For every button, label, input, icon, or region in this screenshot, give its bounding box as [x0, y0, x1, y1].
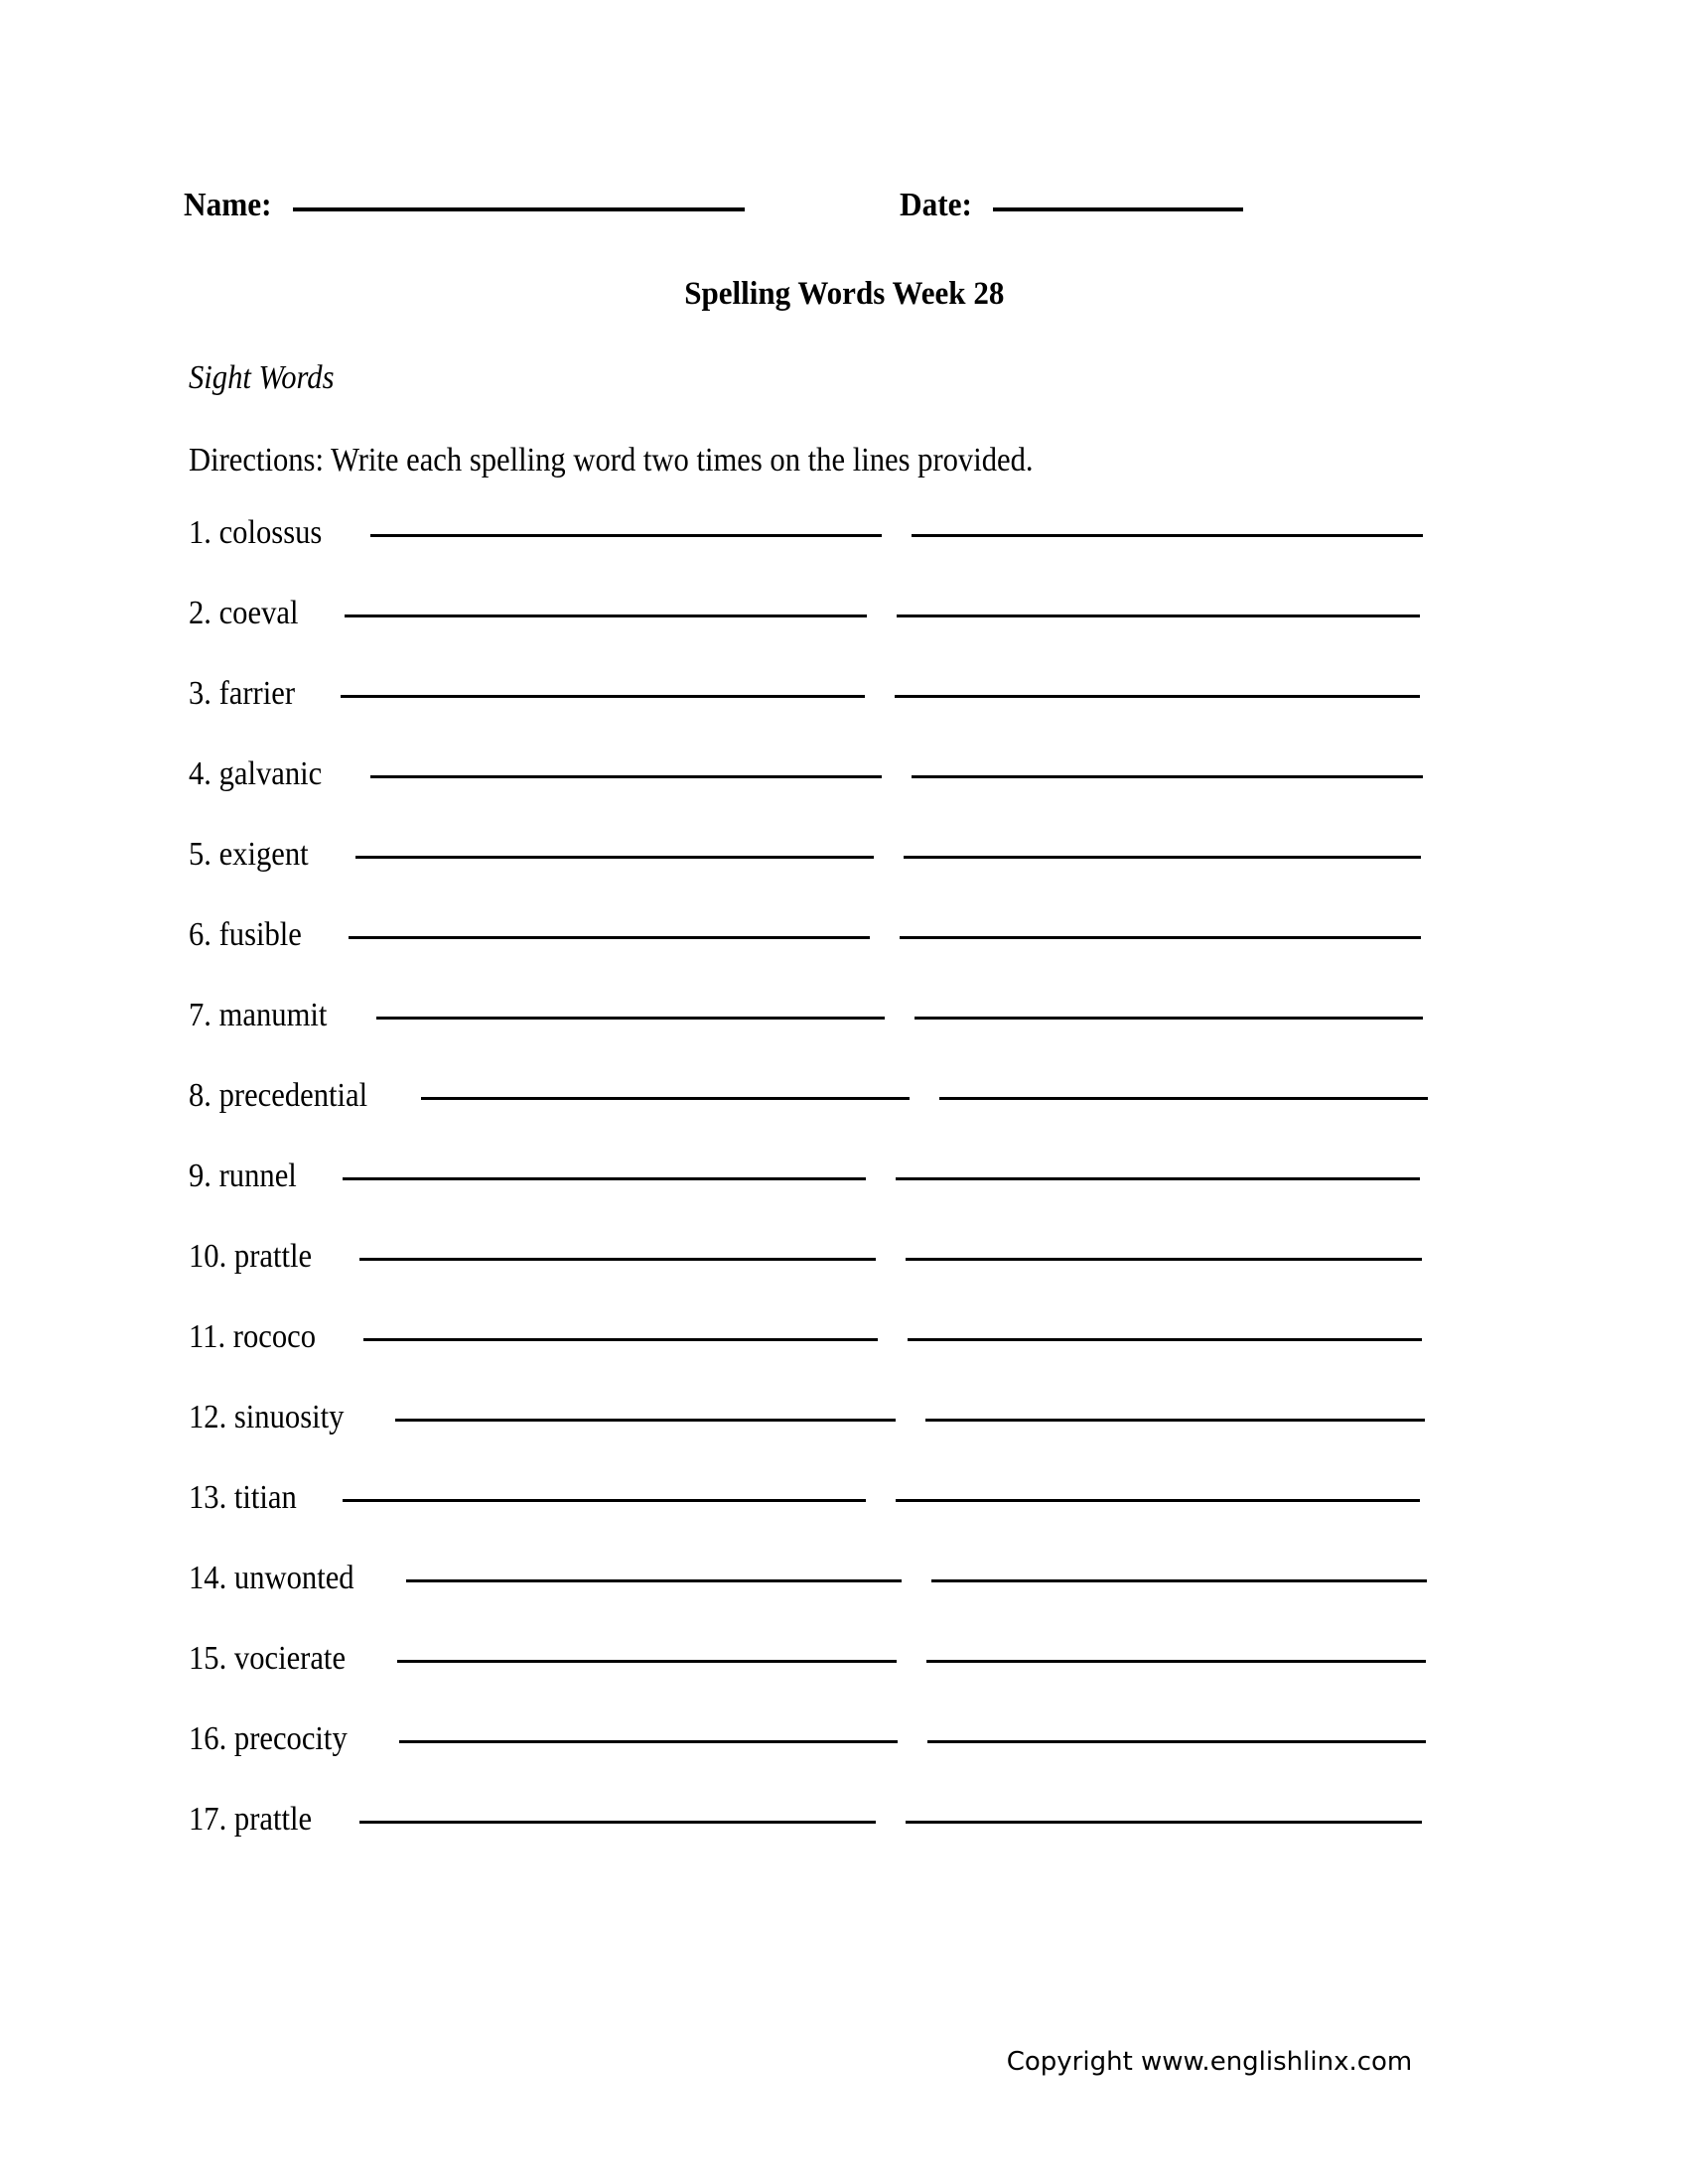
- word-label: 3. farrier: [189, 675, 296, 712]
- word-label: 15. vocierate: [189, 1640, 347, 1677]
- word-row: [189, 1479, 1410, 1560]
- answer-line-1[interactable]: [349, 936, 870, 939]
- answer-line-2[interactable]: [912, 775, 1423, 778]
- word-label: 4. galvanic: [189, 755, 323, 792]
- answer-line-1[interactable]: [363, 1338, 878, 1341]
- answer-line-2[interactable]: [900, 936, 1421, 939]
- word-row: [189, 1560, 1410, 1640]
- answer-line-1[interactable]: [359, 1258, 876, 1261]
- word-row: [189, 1077, 1410, 1158]
- directions-text: Directions: Write each spelling word two times on the lines provided.: [189, 442, 1034, 478]
- word-row: [189, 1640, 1410, 1720]
- answer-line-1[interactable]: [345, 614, 868, 617]
- answer-line-1[interactable]: [370, 534, 882, 537]
- date-input-line[interactable]: [993, 207, 1243, 211]
- word-label: 13. titian: [189, 1479, 297, 1516]
- word-row: [189, 997, 1410, 1077]
- answer-line-2[interactable]: [896, 1177, 1420, 1180]
- name-date-header: [184, 187, 1350, 238]
- word-row: [189, 1720, 1410, 1801]
- word-label: 8. precedential: [189, 1077, 368, 1114]
- word-row: [189, 1318, 1410, 1399]
- answer-line-2[interactable]: [896, 1499, 1420, 1502]
- answer-line-1[interactable]: [395, 1419, 896, 1422]
- answer-line-1[interactable]: [397, 1660, 897, 1663]
- answer-line-1[interactable]: [370, 775, 882, 778]
- word-row: [189, 1238, 1410, 1318]
- answer-line-2[interactable]: [904, 856, 1422, 859]
- answer-line-2[interactable]: [914, 1017, 1423, 1020]
- word-row: [189, 675, 1410, 755]
- answer-line-2[interactable]: [927, 1740, 1426, 1743]
- word-row: [189, 514, 1410, 595]
- answer-line-2[interactable]: [906, 1821, 1422, 1824]
- answer-line-2[interactable]: [897, 614, 1420, 617]
- answer-line-1[interactable]: [406, 1579, 902, 1582]
- answer-line-2[interactable]: [925, 1419, 1426, 1422]
- word-row: [189, 1158, 1410, 1238]
- answer-line-2[interactable]: [895, 695, 1419, 698]
- answer-line-2[interactable]: [908, 1338, 1422, 1341]
- answer-line-1[interactable]: [355, 856, 874, 859]
- word-row: [189, 916, 1410, 997]
- spelling-word-list: [189, 514, 1410, 1881]
- answer-line-2[interactable]: [912, 534, 1423, 537]
- answer-line-2[interactable]: [926, 1660, 1426, 1663]
- word-row: [189, 1801, 1410, 1881]
- page-title: [0, 276, 1688, 313]
- answer-line-1[interactable]: [343, 1499, 867, 1502]
- answer-line-1[interactable]: [359, 1821, 876, 1824]
- directions: [189, 442, 1127, 479]
- word-label: 10. prattle: [189, 1238, 313, 1275]
- word-label: 1. colossus: [189, 514, 323, 551]
- date-label: Date:: [900, 187, 973, 223]
- word-label: 12. sinuosity: [189, 1399, 345, 1435]
- word-label: 9. runnel: [189, 1158, 297, 1194]
- copyright-footer: [0, 2047, 1688, 2077]
- word-row: [189, 1399, 1410, 1479]
- word-label: 14. unwonted: [189, 1560, 354, 1596]
- answer-line-1[interactable]: [341, 695, 865, 698]
- name-label: Name:: [184, 187, 272, 223]
- name-input-line[interactable]: [293, 207, 745, 211]
- word-label: 16. precocity: [189, 1720, 348, 1757]
- word-label: 11. rococo: [189, 1318, 317, 1355]
- answer-line-1[interactable]: [399, 1740, 898, 1743]
- word-label: 5. exigent: [189, 836, 309, 873]
- page-title-text: Spelling Words Week 28: [683, 276, 1005, 312]
- answer-line-1[interactable]: [343, 1177, 867, 1180]
- word-row: [189, 595, 1410, 675]
- word-label: 2. coeval: [189, 595, 299, 631]
- section-subtitle: [189, 359, 351, 397]
- answer-line-1[interactable]: [376, 1017, 885, 1020]
- answer-line-2[interactable]: [906, 1258, 1422, 1261]
- word-row: [189, 755, 1410, 836]
- answer-line-2[interactable]: [931, 1579, 1427, 1582]
- word-label: 6. fusible: [189, 916, 302, 953]
- word-label: 7. manumit: [189, 997, 328, 1033]
- answer-line-1[interactable]: [421, 1097, 910, 1100]
- copyright-text: Copyright www.englishlinx.com: [1006, 2047, 1413, 2077]
- answer-line-2[interactable]: [939, 1097, 1428, 1100]
- word-label: 17. prattle: [189, 1801, 313, 1838]
- word-row: [189, 836, 1410, 916]
- section-subtitle-text: Sight Words: [189, 359, 335, 396]
